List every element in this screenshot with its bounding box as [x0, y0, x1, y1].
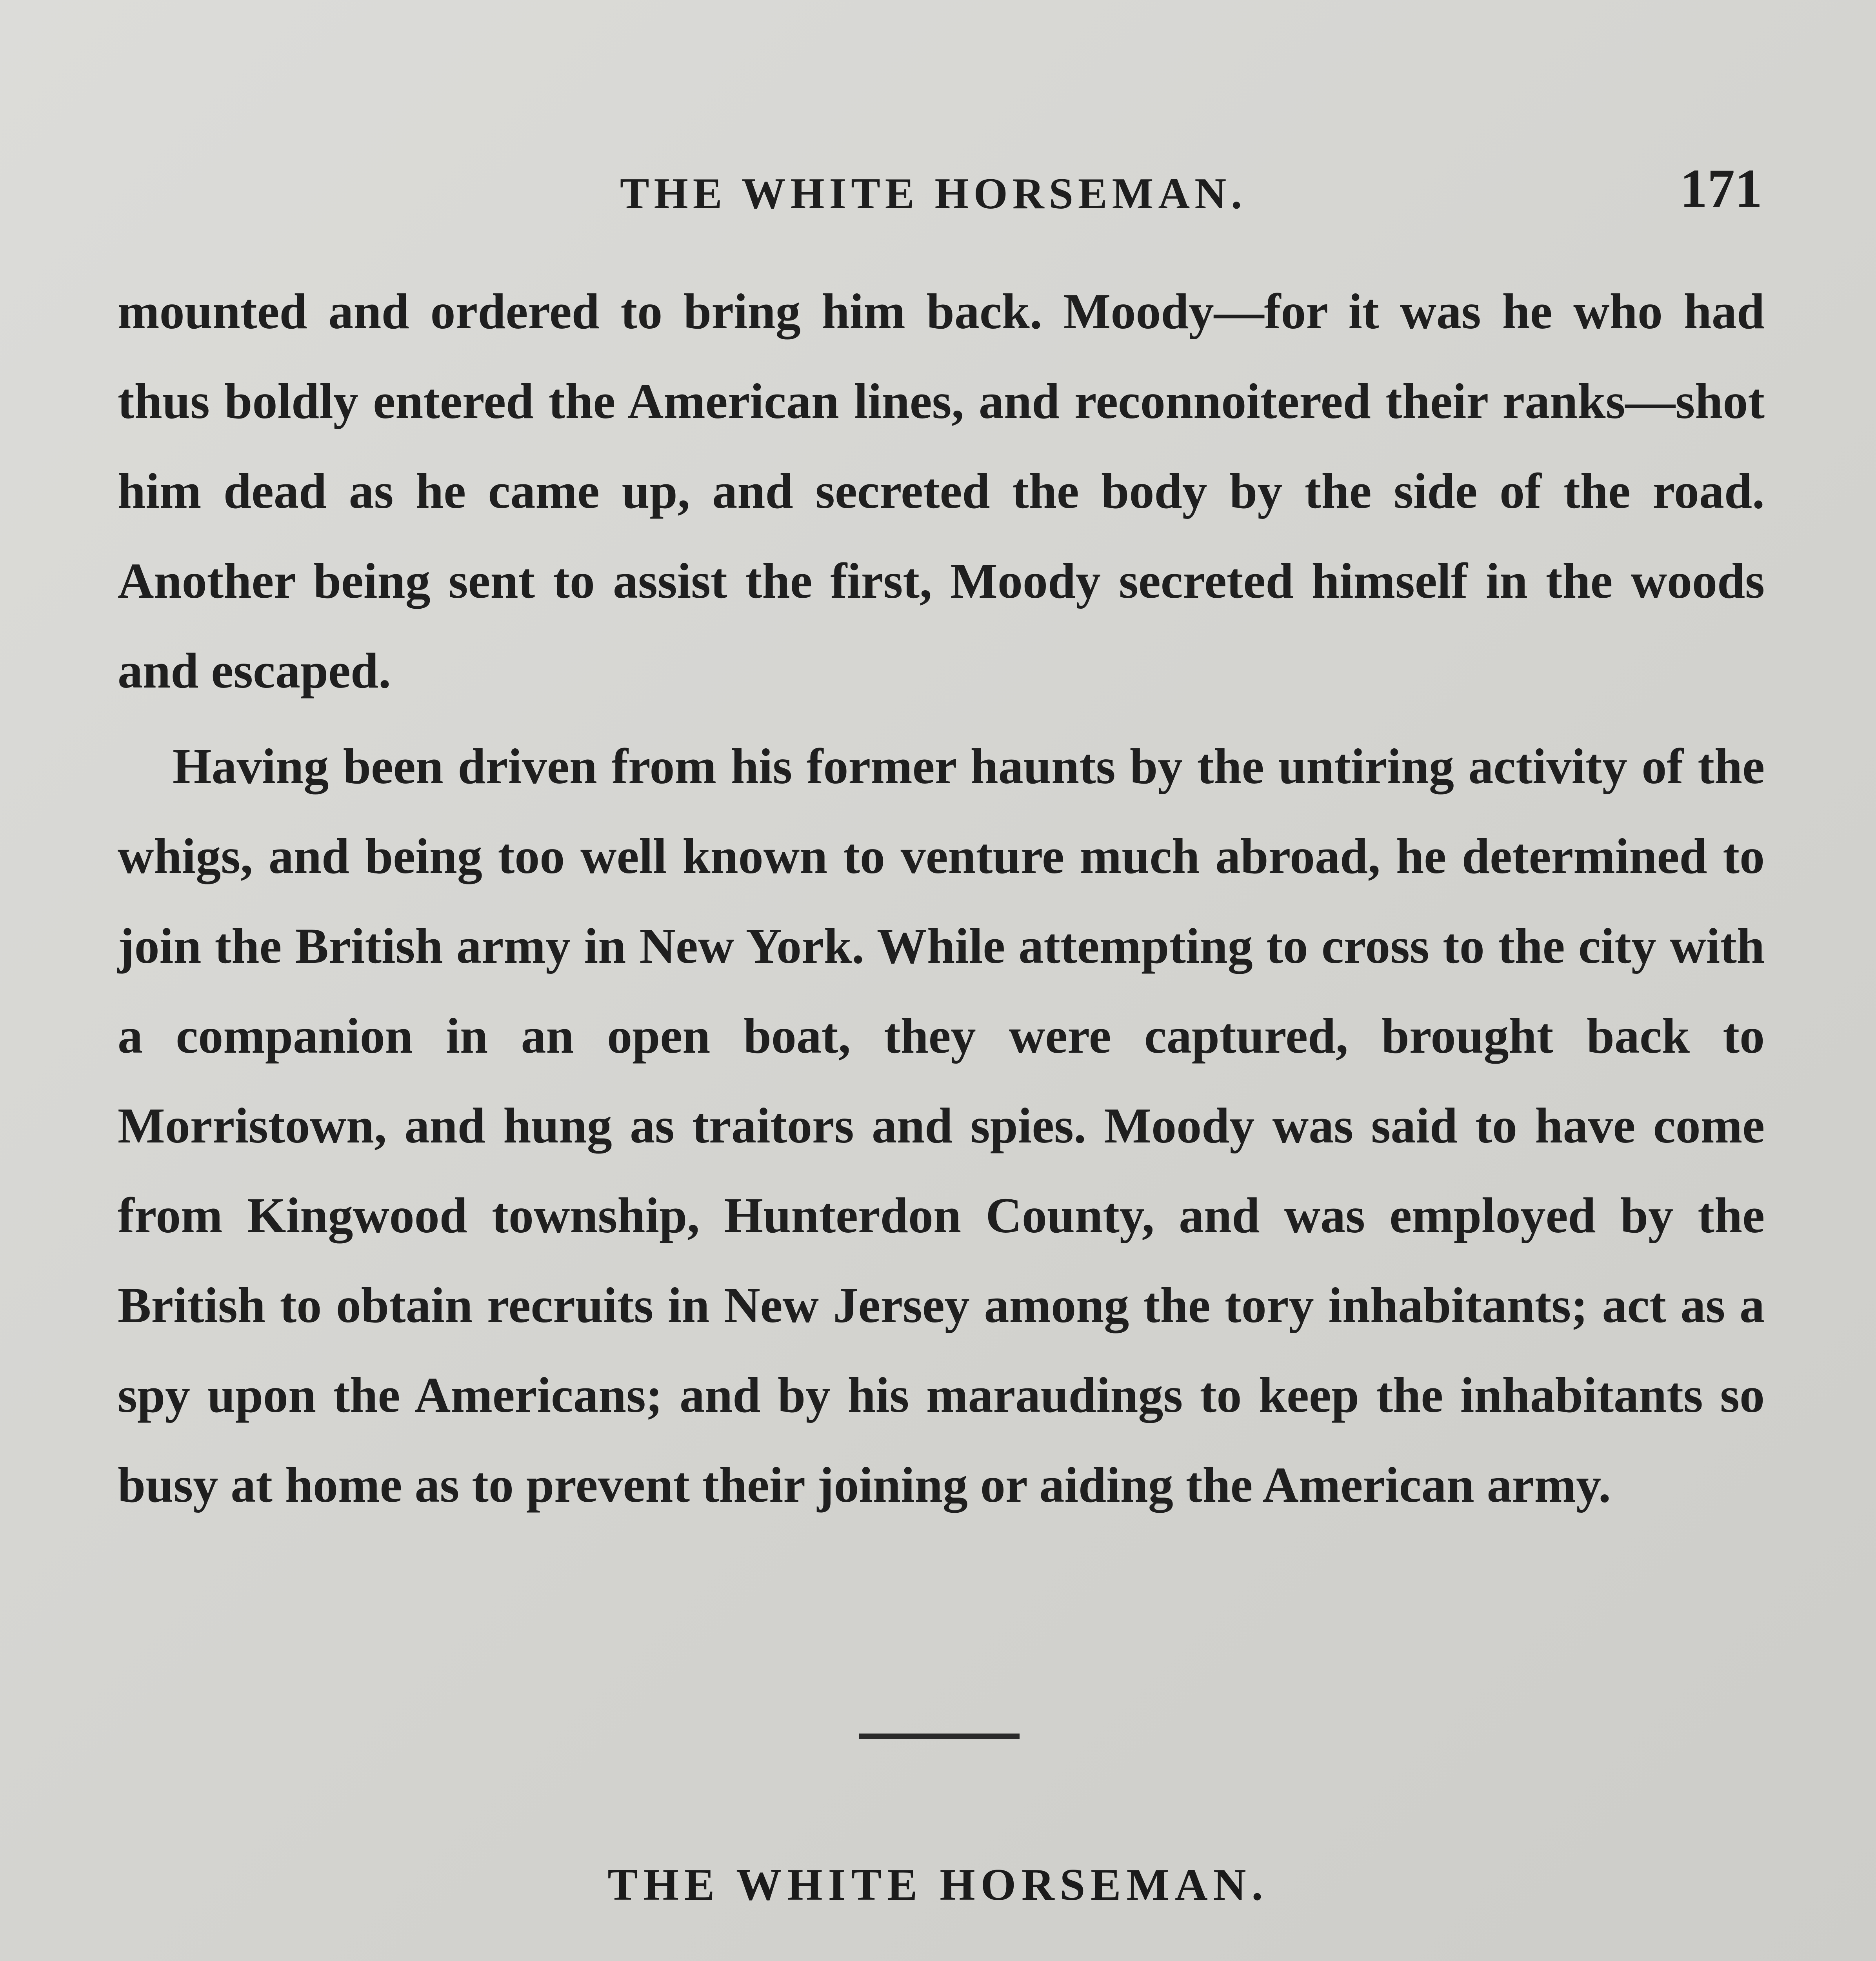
- paragraph-moody: [118, 722, 1765, 1530]
- running-title: THE WHITE HORSEMAN.: [620, 169, 1247, 218]
- page-number: 171: [1680, 158, 1762, 219]
- running-head: [0, 153, 1876, 231]
- paragraph-text: mounted and ordered to bring him back. Moody—for it was he who had thus boldly entered the American lines, and reconnoitered their ranks—shot him dead as he came up, and secreted the body by the side of the road. Another being sent to assist the first, Moody secreted himself in the woods and escaped.: [118, 284, 1765, 699]
- section-separator-rule: [859, 1734, 1020, 1739]
- paragraph-continued: [118, 267, 1765, 716]
- section-heading: THE WHITE HORSEMAN.: [607, 1860, 1269, 1910]
- paragraph-text: Having been driven from his former haunts by the untiring activity of the whigs, and being too well known to venture much abroad, he determined to join the British army in New York. While attempting to cross to the city with a companion in an open boat, they were captured, brought back to Morristown, and hung as traitors and spies. Moody was said to have come from Kingwood township, Hunterdon County, and was employed by the British to obtain recruits in New Jersey among the tory inhabitants; act as a spy upon the Americans; and by his maraudings to keep the inhabitants so busy at home as to prevent their joining or aiding the American army.: [118, 739, 1765, 1513]
